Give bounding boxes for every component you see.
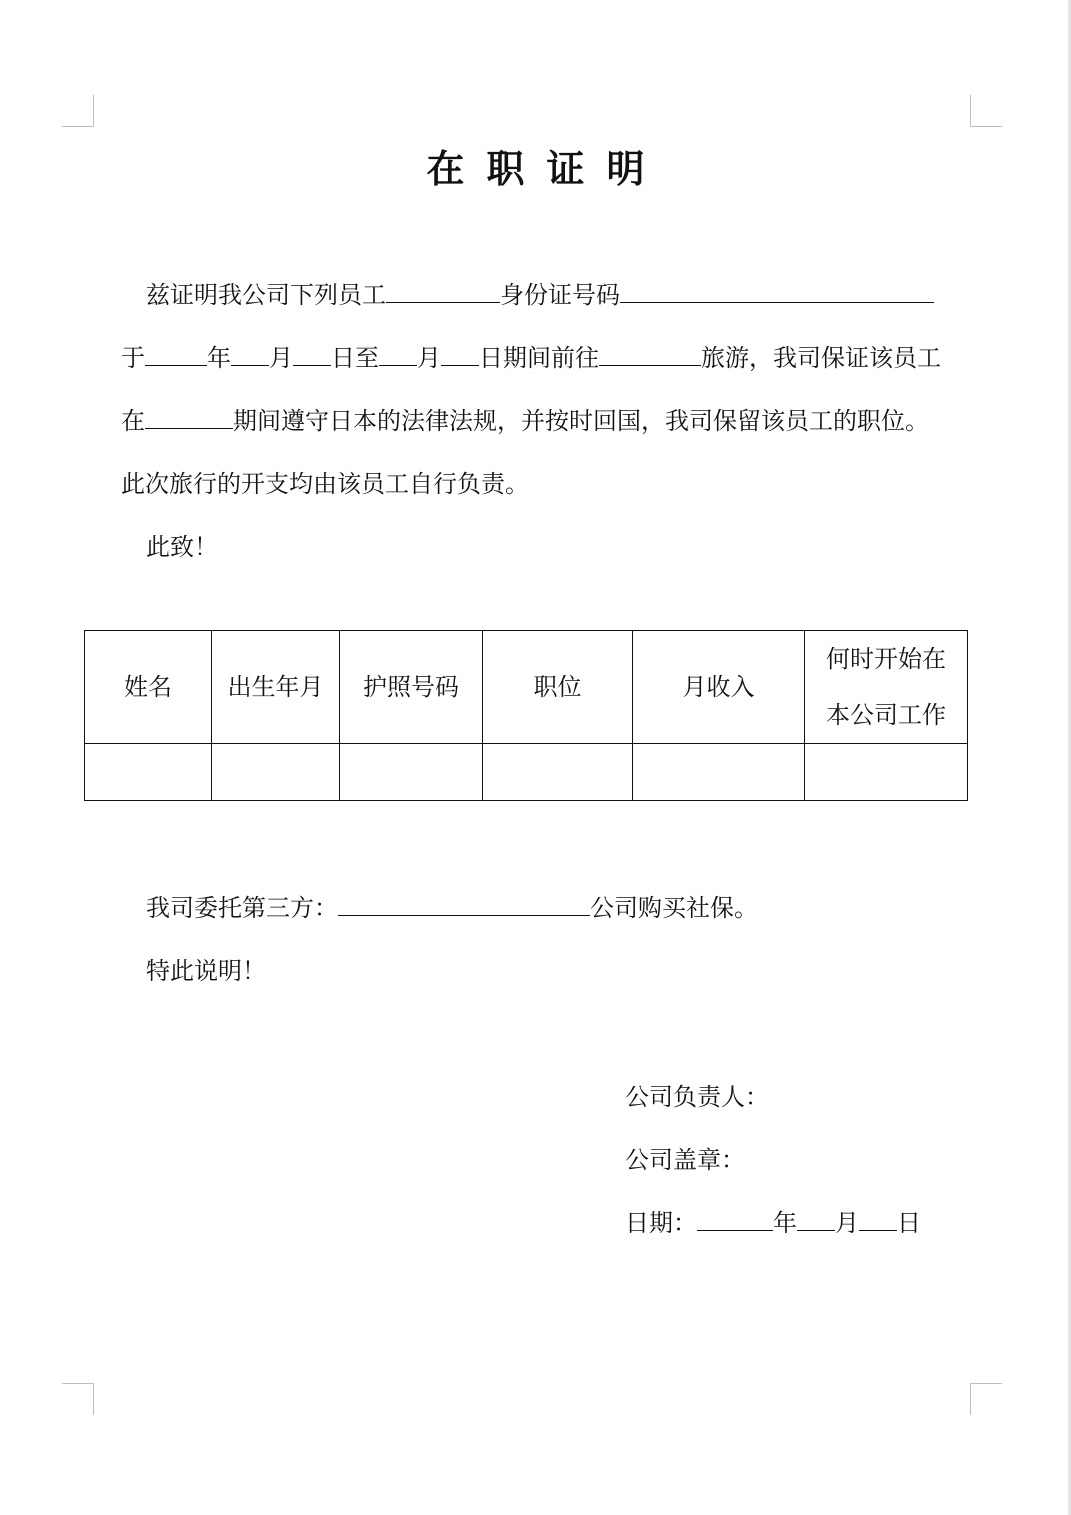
id-number-blank[interactable] xyxy=(620,280,934,303)
paragraph-line-1 xyxy=(146,280,934,310)
closing-text: 特此说明！ xyxy=(146,957,266,985)
end-month-blank[interactable] xyxy=(379,343,417,366)
cell-position[interactable] xyxy=(483,744,633,801)
table-header-row xyxy=(85,631,968,744)
paragraph-line-2 xyxy=(121,343,941,373)
guarantee-text: 旅游，我司保证该员工 xyxy=(701,344,941,372)
compliance-text: 期间遵守日本的法律法规，并按时回国，我司保留该员工的职位。 xyxy=(233,407,929,435)
date-month-text: 月 xyxy=(835,1209,859,1237)
header-monthly-income: 月收入 xyxy=(633,631,805,744)
document-title: 在职证明 xyxy=(426,146,667,191)
date-day-blank[interactable] xyxy=(859,1208,897,1231)
month-text: 月 xyxy=(269,344,293,372)
id-number-label: 身份证号码 xyxy=(500,281,620,309)
header-start-date xyxy=(805,631,968,744)
location-blank[interactable] xyxy=(145,406,233,429)
salutation: 此致！ xyxy=(146,533,218,561)
cell-birth-date[interactable] xyxy=(212,744,340,801)
end-day-blank[interactable] xyxy=(441,343,479,366)
employee-name-blank[interactable] xyxy=(386,280,500,303)
employee-info-table xyxy=(84,630,968,801)
header-start-date-line-1: 何时开始在 xyxy=(826,645,946,673)
table-row xyxy=(85,744,968,801)
date-day-text: 日 xyxy=(897,1209,921,1237)
header-name: 姓名 xyxy=(85,631,212,744)
at-text: 在 xyxy=(121,407,145,435)
cell-name[interactable] xyxy=(85,744,212,801)
header-start-date-line-2: 本公司工作 xyxy=(826,701,946,729)
day-to-text: 日至 xyxy=(331,344,379,372)
year-text: 年 xyxy=(207,344,231,372)
company-seal-label: 公司盖章： xyxy=(625,1146,745,1174)
cell-start-date[interactable] xyxy=(805,744,968,801)
period-travel-text: 日期间前往 xyxy=(479,344,599,372)
date-month-blank[interactable] xyxy=(797,1208,835,1231)
social-security-suffix: 公司购买社保。 xyxy=(590,894,758,922)
destination-blank[interactable] xyxy=(599,343,701,366)
cell-passport-number[interactable] xyxy=(340,744,483,801)
date-year-text: 年 xyxy=(773,1209,797,1237)
date-label: 日期： xyxy=(625,1209,697,1237)
header-birth-date: 出生年月 xyxy=(212,631,340,744)
header-passport-number: 护照号码 xyxy=(340,631,483,744)
header-position: 职位 xyxy=(483,631,633,744)
responsible-person-label: 公司负责人： xyxy=(625,1083,769,1111)
from-text: 于 xyxy=(121,344,145,372)
start-year-blank[interactable] xyxy=(145,343,207,366)
paragraph-line-4: 此次旅行的开支均由该员工自行负责。 xyxy=(121,470,529,498)
paragraph-line-3 xyxy=(121,406,929,436)
start-month-blank[interactable] xyxy=(231,343,269,366)
month-text-2: 月 xyxy=(417,344,441,372)
date-year-blank[interactable] xyxy=(697,1208,773,1231)
intro-text: 兹证明我公司下列员工 xyxy=(146,281,386,309)
start-day-blank[interactable] xyxy=(293,343,331,366)
social-security-prefix: 我司委托第三方： xyxy=(146,894,338,922)
cell-monthly-income[interactable] xyxy=(633,744,805,801)
social-security-line xyxy=(146,893,758,923)
date-line xyxy=(625,1208,921,1238)
third-party-company-blank[interactable] xyxy=(338,893,590,916)
